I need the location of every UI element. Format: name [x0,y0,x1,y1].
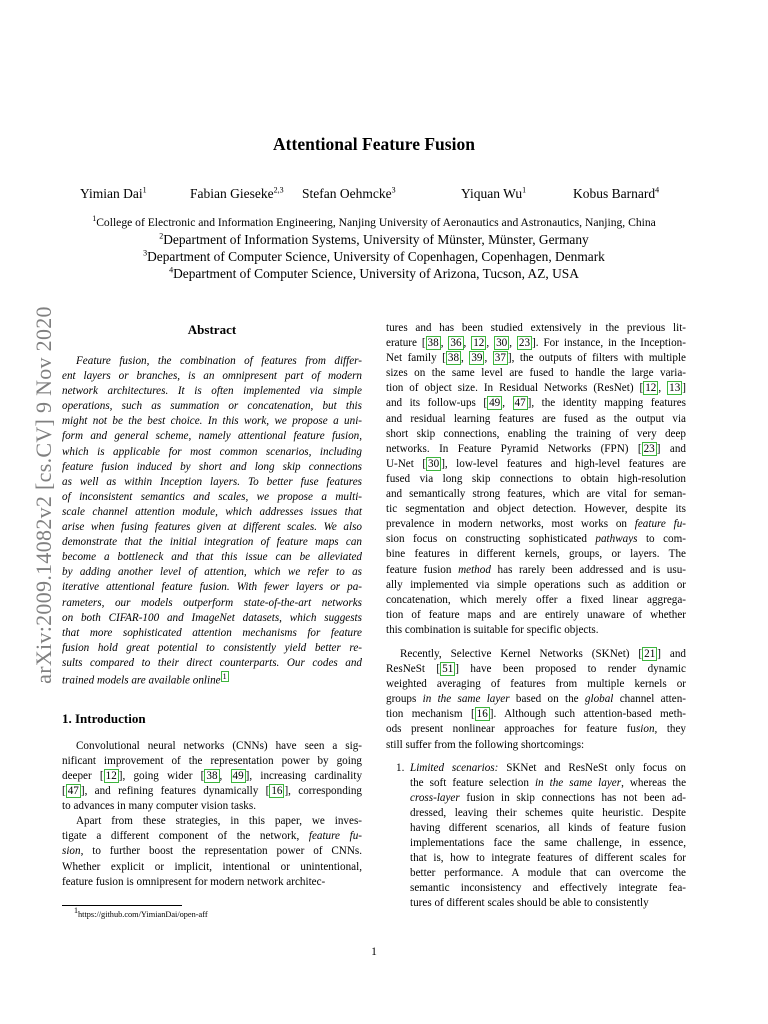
citation-link[interactable]: 51 [442,663,454,676]
citation-link[interactable]: 13 [669,382,681,395]
text-line: prevalence in modern networks, most works on feature fu- [386,518,686,531]
text-line: tion of object size. In Residual Networks (ResNet) [ 12 , 13 ] [386,382,686,395]
text-line: and semantically strong features, which are vital for seman- [386,488,686,501]
text-line: trained models are available online $^1$ [62,671,227,687]
abstract-body [62,354,362,689]
text-line: of inconsistent semantics and scales, we propose a multi- [62,490,362,503]
introduction-heading: 1. Introduction [62,710,146,726]
footnote-mark: 1 [74,906,78,916]
text-line: ent layers or branches, is an omnipresent part of modern [62,370,362,383]
citation-link[interactable]: 38 [427,337,439,350]
text-line: which is applicable for most common scenarios, including [62,445,362,458]
text-line: demonstrate that the initial integration of feature maps can [62,536,362,549]
text-line: sults compared to their direct counterparts. Our codes and [62,656,362,669]
text-line: U-Net [ 30 ], low-level features and high-level features are [386,457,687,470]
list-number: 1. [396,761,405,774]
text-line: sion, to further boost the representation power of CNNs. [62,845,362,858]
intro-paragraph-1 [62,739,362,814]
citation-link[interactable]: 39 [471,352,483,365]
citation-link[interactable]: 16 [476,708,488,721]
citation-link[interactable]: 38 [206,769,218,782]
text-line: tion of feature maps and are entirely unaware of whether [386,608,686,621]
text-line: groups in the same layer based on the global channel atten- [386,693,686,706]
text-line: rameters, our models outperform state-of-the-art networks [62,596,362,609]
affiliation-line: $^3$Department of Computer Science, University of Copenhagen, Copenhagen, Denmark [143,248,605,264]
text-line: implementations face the same challenge, in essence, [410,837,686,850]
text-line: to advances in many computer vision tasks. [62,800,256,813]
text-line: feature fusion method has rarely been addressed and is usu- [386,563,686,576]
author-name: Yimian Dai$^1$ [80,185,147,201]
text-line: sion focus on constructing sophisticated pathways to com- [386,533,686,546]
text-line: tures and has been studied extensively in the previous lit- [386,322,686,334]
citation-link[interactable]: 12 [473,337,485,350]
footnote-rule [62,905,182,906]
arxiv-stamp: arXiv:2009.14082v2 [cs.CV] 9 Nov 2020 [31,306,56,684]
text-line: network architectures. It is often implemented via simple [62,385,362,398]
text-line: dressed, leaving their schemes quite heuristic. Despite [410,806,686,819]
text-line: might not be the best choice. In this work, we propose a uni- [62,415,362,428]
affiliation-line: $^2$Department of Information Systems, University of Münster, Münster, Germany [159,231,589,247]
text-line: tigate a different component of the network, feature fu- [62,830,362,843]
text-line: short skip connections, enabling the training of very deep [386,427,686,440]
affiliations [0,214,748,282]
footnote-ref[interactable]: 1 [222,671,227,681]
text-line: operations, such as summation or concatenation, but this [62,400,362,413]
text-line: tion mechanism [ 16 ]. Although such attention-based meth- [386,708,686,721]
text-line: deeper [ 12 ], going wider [ 38 , 49 ], increasing cardinality [62,769,363,782]
author-name: Kobus Barnard$^4$ [573,185,660,201]
text-line: bine features in different kernels, groups, or layers. The [386,548,686,561]
text-line: concatenation, which merely offer a fixed linear aggrega- [386,593,686,606]
text-line: on both CIFAR-100 and ImageNet datasets, which suggests [62,611,362,624]
citation-link[interactable]: 21 [644,647,656,660]
text-line: [ 47 ], and refining features dynamically [ 16 ], corresponding [62,785,362,798]
author-list [80,184,680,204]
text-line: having different scenarios, all kinds of feature fusion [410,822,686,834]
text-line: become a bottleneck and that this issue can be alleviated [62,551,362,564]
citation-link[interactable]: 49 [232,769,244,782]
author-name: Yiquan Wu$^1$ [461,185,527,201]
text-line: the soft feature selection in the same layer, whereas the [410,776,687,789]
text-line: iterative attentional feature fusion. With fewer layers or pa- [62,581,362,594]
right-paragraph-2 [386,647,686,753]
citation-link[interactable]: 23 [643,442,655,455]
text-line: feature fusion induced by short and long skip connections [62,460,362,473]
text-line: ods present nonlinear approaches for feature fusion, they [386,723,686,736]
text-line: by adding another level of attention, which we refer to as [62,566,362,579]
text-line: feature fusion is omnipresent for modern network architec- [62,875,326,888]
citation-link[interactable]: 23 [518,337,531,350]
text-line: form and general scheme, namely attentional feature fusion, [62,430,362,443]
text-line: semantic inconsistency and effectively integrate fea- [410,882,686,895]
text-line: tures of different scales should be able to consistently [410,897,649,910]
text-line: and residual learning features are fused as the output via [386,412,686,425]
text-line: better performance. A module that can overcome the [410,867,686,880]
text-line: Feature fusion, the combination of features from differ- [76,355,362,367]
citation-link[interactable]: 47 [514,397,526,410]
text-line: as well as within Inception layers. To better fuse features [62,475,362,488]
footnote [74,906,208,920]
text-line: scale channel attention module, which addresses issues that [62,505,362,518]
affiliation-line: $^4$Department of Computer Science, University of Arizona, Tucson, AZ, USA [169,265,579,281]
text-line: Limited scenarios: SKNet and ResNeSt only focus on [410,761,686,774]
text-line: Net family [ 38 , 39 , 37 ], the outputs of filters with multiple [386,352,687,365]
right-paragraph-1 [386,321,686,638]
text-line: Convolutional neural networks (CNNs) have seen a sig- [76,739,362,752]
text-line: cross-layer fusion in skip connections has not been ad- [410,791,686,804]
text-line: that is, how to integrate features of different scales for [410,852,686,865]
citation-link[interactable]: 30 [496,337,508,350]
text-line: still suffer from the following shortcomings: [386,738,585,751]
text-line: erature [ 38 , 36 , 12 , 30 , 23 ]. For instance, in the Inception- [386,337,686,350]
abstract-heading: Abstract [187,322,237,337]
text-line: ally implemented via simple operations such as addition or [386,578,686,591]
citation-link[interactable]: 49 [489,397,501,410]
text-line: arise when fusing features given at different scales. We also [62,521,362,534]
text-line: that more sophisticated attention mechanisms for feature [62,626,362,639]
right-column [386,321,686,912]
intro-paragraph-2 [62,814,362,889]
text-line: networks. In Feature Pyramid Networks (FPN) [ 23 ] and [386,442,686,455]
citation-link[interactable]: 47 [67,785,79,798]
left-column [62,322,362,890]
citation-link[interactable]: 37 [494,352,506,365]
text-line: fused via long skip connections to obtain high-resolution [386,472,686,485]
text-line: this combination is suitable for specific objects. [386,623,599,636]
citation-link[interactable]: 12 [105,769,117,782]
text-line: tic segmentation and object detection. However, despite its [386,503,686,516]
paper-title: Attentional Feature Fusion [273,134,475,154]
text-line: Whether explicit or implicit, intentional or unintentional, [62,860,362,873]
text-line: fusion hold great potential to consistently yield better re- [62,641,362,654]
citation-link[interactable]: 16 [271,785,283,798]
citation-link[interactable]: 12 [645,382,657,395]
text-line: Apart from these strategies, in this paper, we inves- [76,815,362,828]
text-line: nificant improvement of the representation power by going [62,754,362,767]
text-line: sizes on the same level are fused to handle the large varia- [386,367,686,380]
citation-link[interactable]: 36 [450,337,462,350]
text-line: and its follow-ups [ 49 , 47 ], the identity mapping features [386,397,686,410]
text-line: weighted averaging of features from multiple kernels or [386,678,686,691]
author-name: Fabian Gieseke$^{2,3}$ [190,185,284,201]
footnote-link[interactable]: https://github.com/YimianDai/open-aff [78,910,208,919]
shortcoming-list-item [386,761,686,912]
text-line: Recently, Selective Kernel Networks (SKNet) [ 21 ] and [400,647,686,660]
author-name: Stefan Oehmcke$^3$ [302,185,396,201]
text-line: ResNeSt [ 51 ] have been proposed to render dynamic [386,663,686,676]
page-number: 1 [371,946,377,958]
citation-link[interactable]: 30 [428,457,440,470]
citation-link[interactable]: 38 [447,352,460,365]
affiliation-line: $^1$College of Electronic and Information Engineering, Nanjing University of Aeronautics and Astronautics, Nanjing, China [92,214,656,229]
